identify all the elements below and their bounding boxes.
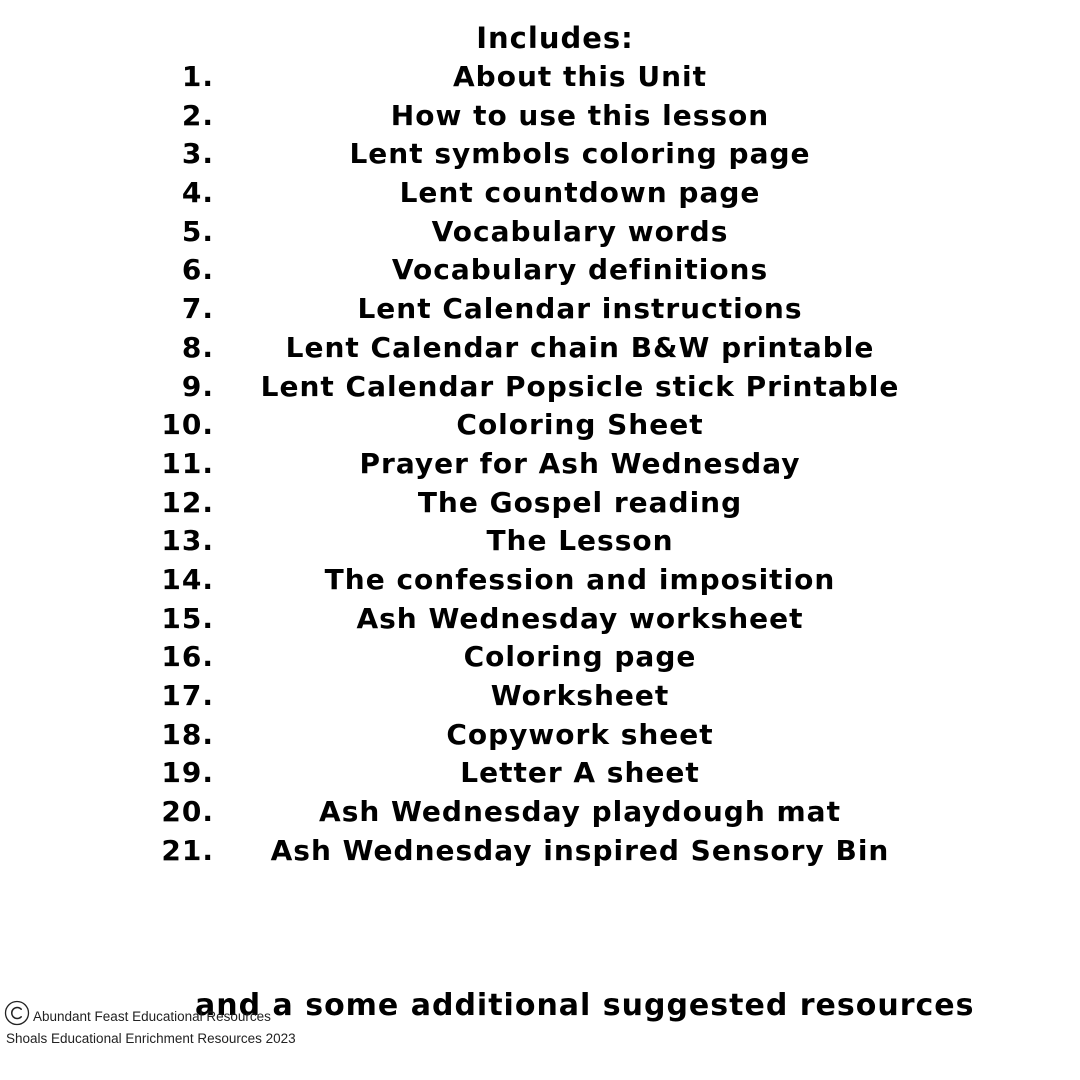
list-item-text: The confession and imposition	[324, 562, 836, 596]
list-item-number: 12.	[161, 485, 214, 519]
list-item-text: About this Unit	[453, 60, 707, 93]
list-item-number: 5.	[181, 214, 214, 248]
list-item	[0, 173, 1080, 212]
list-item-number: 1.	[181, 60, 214, 93]
list-item	[0, 96, 1080, 135]
list-item-text: The Lesson	[486, 524, 674, 558]
list-item-number: 18.	[161, 717, 214, 751]
list-item-number: 14.	[161, 562, 214, 596]
list-item-number: 13.	[161, 524, 214, 558]
list-item-text: Lent Calendar chain B&W printable	[285, 330, 875, 364]
list-item	[0, 560, 1080, 599]
list-item	[0, 792, 1080, 831]
list-item-text: The Gospel reading	[417, 485, 743, 519]
list-item	[0, 483, 1080, 522]
list-item-text: Lent symbols coloring page	[349, 137, 811, 171]
list-item	[0, 250, 1080, 289]
list-item-number: 21.	[161, 833, 214, 867]
list-item-text: Copywork sheet	[446, 717, 714, 751]
list-item-text: Ash Wednesday worksheet	[356, 601, 804, 635]
list-item	[0, 367, 1080, 406]
list-item	[0, 599, 1080, 638]
list-item	[0, 289, 1080, 328]
list-item-text: Lent countdown page	[399, 176, 761, 210]
list-item-number: 17.	[161, 679, 214, 712]
list-item-text: Prayer for Ash Wednesday	[359, 446, 801, 480]
credit-line-1: Abundant Feast Educational Resources	[33, 1009, 271, 1024]
list-item-text: Ash Wednesday inspired Sensory Bin	[270, 833, 890, 867]
list-item-number: 16.	[161, 640, 214, 674]
list-item	[0, 521, 1080, 560]
list-item-number: 8.	[181, 330, 214, 364]
list-item	[0, 134, 1080, 173]
list-item-number: 11.	[161, 446, 214, 480]
list-item-number: 2.	[181, 98, 214, 132]
list-item	[0, 831, 1080, 870]
list-item	[0, 57, 1080, 96]
list-item-text: Vocabulary definitions	[391, 253, 769, 287]
includes-list	[0, 57, 1080, 869]
list-item-text: Lent Calendar instructions	[357, 292, 803, 326]
list-item-number: 10.	[161, 408, 214, 442]
list-item	[0, 212, 1080, 251]
list-item	[0, 676, 1080, 715]
list-item-text: How to use this lesson	[390, 98, 770, 132]
list-item	[0, 637, 1080, 676]
footer-note: and a some additional suggested resources	[195, 988, 975, 1023]
list-item-text: Lent Calendar Popsicle stick Printable	[260, 369, 900, 403]
list-item-number: 19.	[161, 756, 214, 790]
list-item-text: Letter A sheet	[460, 756, 700, 790]
list-item-number: 20.	[161, 795, 214, 829]
list-item	[0, 328, 1080, 367]
list-item	[0, 444, 1080, 483]
list-item-number: 6.	[181, 253, 214, 287]
list-item	[0, 715, 1080, 754]
list-item-text: Coloring page	[463, 640, 697, 674]
list-item-text: Vocabulary words	[431, 214, 729, 248]
list-item-number: 15.	[161, 601, 214, 635]
list-item	[0, 405, 1080, 444]
includes-heading: Includes:	[476, 21, 634, 55]
copyright-credit	[4, 1000, 296, 1048]
list-item-number: 7.	[181, 292, 214, 326]
list-item-number: 4.	[181, 176, 214, 210]
list-item-text: Ash Wednesday playdough mat	[319, 795, 841, 829]
copyright-icon	[4, 1000, 30, 1026]
list-item	[0, 753, 1080, 792]
list-item-number: 3.	[181, 137, 214, 171]
list-item-number: 9.	[181, 369, 214, 403]
list-item-text: Coloring Sheet	[456, 408, 704, 442]
credit-line-2: Shoals Educational Enrichment Resources 2023	[6, 1031, 296, 1046]
list-item-text: Worksheet	[490, 679, 670, 712]
